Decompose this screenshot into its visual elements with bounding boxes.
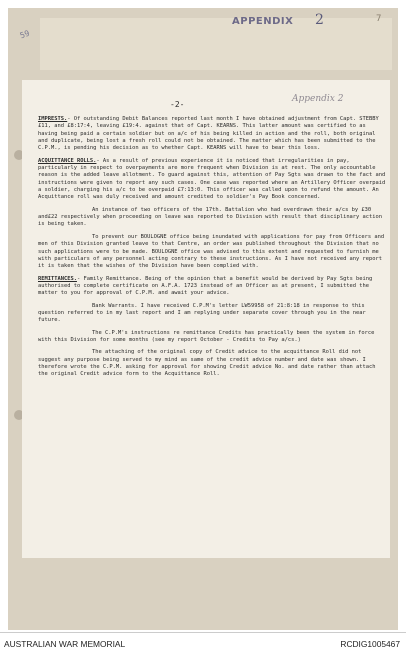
paragraph-heading: IMPRESTS. (38, 116, 68, 122)
paragraph (38, 349, 386, 378)
paragraph (38, 157, 389, 202)
corner-folio-mark: 7 (376, 14, 382, 24)
paragraph-text: The C.P.M's instructions re remittance Credits has practically been the system in force with this Division for some months (see my report October - Credits to Pay a/cs.) (38, 329, 378, 343)
record-id: RCDIG1005467 (340, 639, 400, 649)
file-folder-strip (40, 18, 392, 70)
paragraph-text: - Family Remittance. Being of the opinion that a benefit would be derived by Pay Sgts being authorised to complete certificate on A.F.A. 1723 instead of an Officer as at present, I submitted the matter to you for approval of C.P.M. and await your advice. (38, 275, 376, 297)
paragraph-text: The attaching of the original copy of Credit advice to the acquittance Roll did not suggest any purpose being served to my mind as same of the credit advice number and date was shown. I therefore wrote the C.P.M. asking for approval for showing Credit advice No. and date rather than attach the original Credit advice form to the Acquittance Roll. (38, 349, 379, 378)
paragraph-heading: REMITTANCES. (38, 275, 77, 282)
paragraph (38, 207, 386, 229)
margin-handwritten-mark: 59 (18, 28, 31, 41)
paragraph-text: - As a result of previous experience it is noticed that irregularities in pay, particularly in respect to overpayments are more frequent when Division is at rest. The only accountable reason is the added leave allotment. To guard against this, attention of Pay Sgts was drawn to the fact and instructions were given to report any such cases. One case was reported where an Artillery Officer overpaid a soldier, charging his a/c to be overpaid £7:13:0. This officer was called upon to refund the amount. An Acquittance roll was duly received and amount credited to soldier's Pay Book concerned. (38, 157, 389, 201)
document-body (38, 116, 389, 384)
paragraph-heading: ACQUITTANCE ROLLS. (38, 157, 97, 164)
paragraph-text: - Of outstanding Debit Balances reported last month I have obtained adjustment from Capt. STEBBY £11, and £8:17:4, leaving £19:4. against that of Capt. KEARNS. This latter amount was certified to as having being paid a certain soldier but on a/c of his being killed in action and the roll, both original and duplicate, being lost a fresh roll could not be obtained. The matter which has been submitted to the C.P.M., is pending his decision as to whether Capt. KEARNS will have to bear this loss. (38, 116, 383, 152)
paragraph (38, 234, 386, 271)
archive-name: AUSTRALIAN WAR MEMORIAL (4, 639, 126, 649)
paragraph (38, 116, 386, 153)
paragraph-text: Bank Warrants. I have received C.P.M's letter LW59958 of 21:8:18 in response to this question referred to in my last report and I am replying under separate cover through you in the near future. (38, 302, 370, 324)
archive-footer (0, 632, 406, 655)
paragraph (38, 276, 386, 298)
pencil-annotation: Appendix 2 (292, 94, 344, 104)
paragraph-text: To prevent our BOULOGNE office being inundated with applications for pay from Officers and men of this Division granted leave to that Centre, an order was published throughout the Division that no such applications were to be made. BOULOGNE office was advised to this extent and requested to furnish me with particulars of any personnel acting contrary to these instructions. As I have not received any report it is taken that the wishes of the Division have been complied with. (38, 233, 388, 270)
paragraph (38, 303, 386, 325)
paragraph-text: An instance of two officers of the 17th. Battalion who had overdrawn their a/cs by £30 and£22 respectively when proceeding on leave was reported to Division with result that disciplinary action is being taken. (38, 206, 386, 228)
appendix-number-handwritten: 2 (315, 12, 324, 28)
paragraph (38, 330, 386, 345)
page-number: -2- (170, 100, 185, 109)
appendix-stamp: APPENDIX (232, 16, 294, 27)
